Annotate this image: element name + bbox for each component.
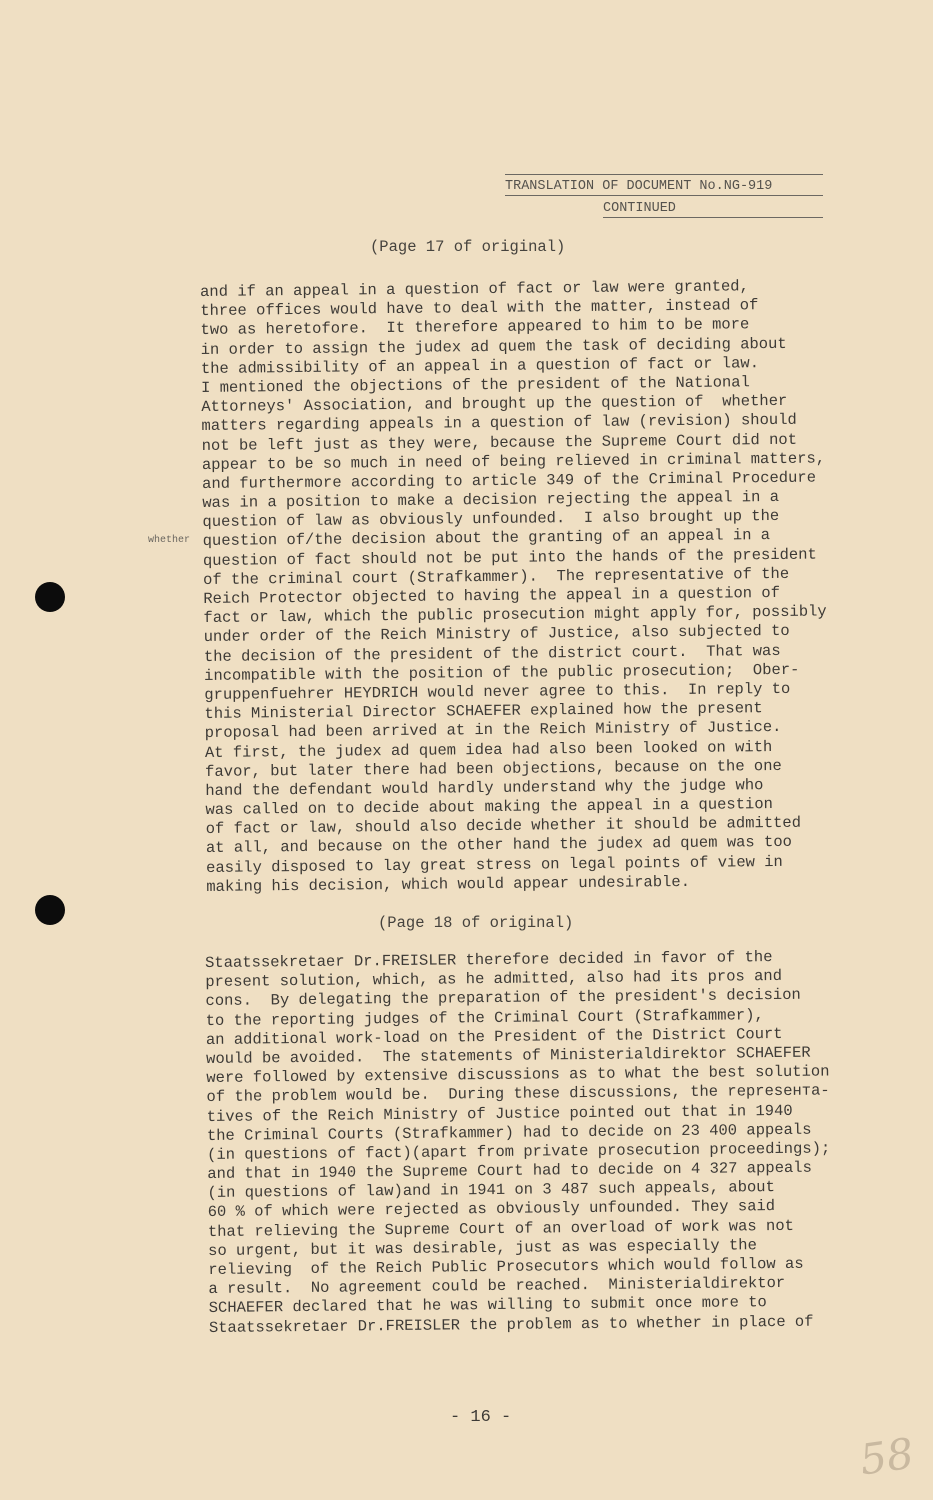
text-line: SCHAEFER declared that he was willing to submit once more to <box>208 1293 767 1318</box>
text-line: was in a position to make a decision rejecting the appeal in a <box>202 488 780 513</box>
page-marker-17: (Page 17 of original) <box>370 238 566 256</box>
text-line: hand the defendant would hardly understand why the judge who <box>205 776 764 800</box>
text-line: that relieving the Supreme Court of an overload of work was not <box>207 1216 794 1241</box>
text-line: Attorneys' Association, and brought up the question of whether <box>201 391 788 417</box>
text-line: at all, and because on the other hand the judex ad quem was too <box>205 833 792 858</box>
header-title: TRANSLATION OF DOCUMENT No.NG-919 <box>505 179 823 196</box>
text-line: and that in 1940 the Supreme Court had to decide on 4 327 appeals <box>207 1158 812 1184</box>
text-line: three offices would have to deal with the matter, instead of <box>200 296 759 321</box>
text-line: in order to assign the judex ad quem the task of deciding about <box>200 334 787 359</box>
text-line: present solution, which, as he admitted, also had its pros and <box>205 967 783 992</box>
text-line: the admissibility of an appeal in a question of fact or law. <box>200 353 760 378</box>
text-line: of fact or law, should also decide whether it should be admitted <box>205 813 802 839</box>
text-line: not be left just as they were, because the Supreme Court did not <box>201 430 798 455</box>
paragraph-2 <box>205 947 832 1337</box>
text-line: favor, but later there had been objections, because on the one <box>205 756 782 781</box>
text-line: the decision of the president of the district court. That was <box>203 641 781 666</box>
text-line: appear to be so much in need of being relieved in criminal matters, <box>201 449 826 474</box>
text-line: making his decision, which would appear undesirable. <box>206 872 691 896</box>
text-line: and if an appeal in a question of fact or law were granted, <box>200 277 749 301</box>
text-line: cons. By delegating the preparation of the president's decision <box>205 986 801 1011</box>
text-line: were followed by extensive discussions as to what the best solution <box>206 1062 830 1088</box>
text-line: matters regarding appeals in a question of law (revision) should <box>201 411 797 436</box>
text-line: (in questions of law)and in 1941 on 3 487 such appeals, about <box>207 1178 775 1203</box>
text-line: would be avoided. The statements of Ministerialdirektor SCHAEFER <box>206 1043 811 1068</box>
text-line: and furthermore according to article 349 of the Criminal Procedure <box>202 468 817 493</box>
text-line: question of/the decision about the granting of an appeal in a <box>202 526 771 551</box>
text-line: At first, the judex ad quem idea had also been looked on with <box>204 737 773 762</box>
text-line: incompatible with the position of the public prosecution; Ober- <box>204 660 800 685</box>
text-line: gruppenfuehrer HEYDRICH would never agree to this. In reply to <box>204 679 791 704</box>
text-line: Reich Protector objected to having the appeal in a question of <box>203 583 781 608</box>
text-line: (in questions of fact)(apart from private prosecution proceedings); <box>207 1139 831 1164</box>
text-line: this Ministerial Director SCHAEFER explained how the present <box>204 699 763 724</box>
handwritten-mark: 58 <box>856 1428 917 1485</box>
text-line: to the reporting judges of the Criminal Court (Strafkammer), <box>205 1005 764 1030</box>
text-line: an additional work-load on the President of the District Court <box>205 1024 783 1049</box>
handwritten-insertion: whether <box>148 535 191 546</box>
text-line: question of law as obviously unfounded. I also brought up the <box>202 507 780 532</box>
text-line: proposal had been arrived at in the Reich Ministry of Justice. <box>204 718 782 743</box>
document-header <box>505 174 823 218</box>
text-line: a result. No agreement could be reached. Ministerialdirektor <box>208 1274 786 1299</box>
text-line: of the criminal court (Strafkammer). The representative of the <box>203 564 790 589</box>
text-line: easily disposed to lay great stress on legal points of view in <box>206 852 783 877</box>
text-line: Staatssekretaer Dr.FREISLER the problem as to whether in place of <box>208 1312 814 1337</box>
paragraph-1 <box>200 276 830 896</box>
text-line: relieving of the Reich Public Prosecutors which would follow as <box>208 1254 804 1279</box>
text-line: the Criminal Courts (Strafkammer) had to decide on 23 400 appeals <box>206 1120 812 1145</box>
text-line: question of fact should not be put into the hands of the president <box>202 545 817 570</box>
text-line: I mentioned the objections of the president of the National <box>201 373 750 397</box>
page-marker-18: (Page 18 of original) <box>378 914 574 932</box>
text-line: two as heretofore. It therefore appeared to him to be more <box>200 315 750 340</box>
text-line: so urgent, but it was desirable, just as was especially the <box>208 1236 757 1260</box>
text-line: of the problem would be. During these discussions, the represента- <box>206 1081 830 1107</box>
text-line: tives of the Reich Ministry of Justice pointed out that in 1940 <box>206 1101 793 1126</box>
header-rule <box>505 174 823 175</box>
page-number: - 16 - <box>450 1408 512 1427</box>
header-subtitle: CONTINUED <box>603 201 823 218</box>
punch-hole <box>35 895 65 925</box>
text-line: was called on to decide about making the appeal in a question <box>205 795 773 820</box>
text-line: under order of the Reich Ministry of Justice, also subjected to <box>203 622 790 647</box>
text-line: 60 % of which were rejected as obviously unfounded. They said <box>207 1197 776 1222</box>
punch-hole <box>35 582 65 612</box>
text-line: Staatssekretaer Dr.FREISLER therefore decided in favor of the <box>205 948 773 972</box>
text-line: fact or law, which the public prosecution might apply for, possibly <box>203 602 827 628</box>
